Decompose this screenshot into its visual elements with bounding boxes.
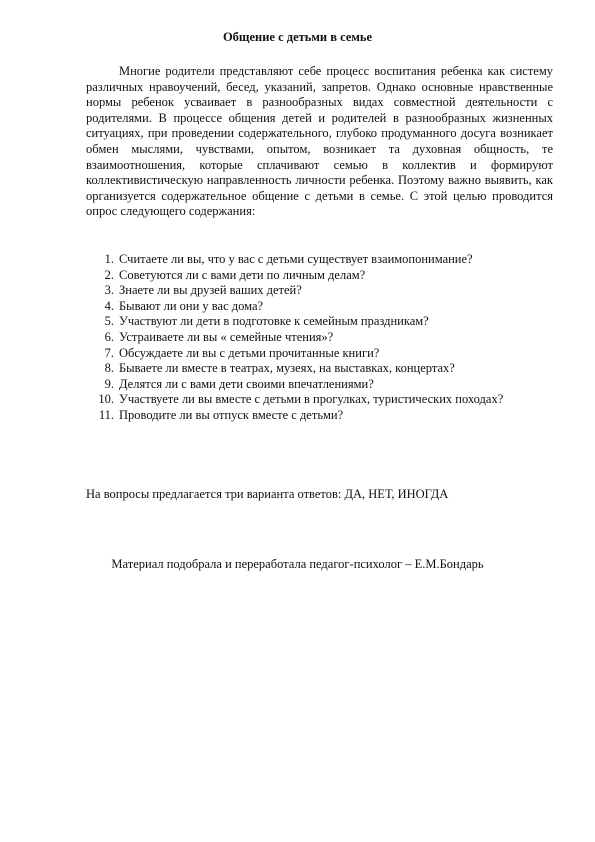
intro-paragraph: Многие родители представляют себе процесс воспитания ребенка как систему различных нравоучений, бесед, указаний, запретов. Однако основные нравственные нормы ребенок усваивает в разнообразных видах совместной деятельности с родителями. В процессе общения детей и родителей в разнообразных жизненных ситуациях, при проведении содержательного, глубоко продуманного досуга возникает обмен мыслями, чувствами, опытом, возникает та духовная общность, те взаимоотношения, которые сплачивают семью в коллектив и формируют коллективистическую направленность личности ребенка. Поэтому важно выявить, как организуется содержательное общение с детьми в семье. С этой целью проводится опрос следующего содержания:	[86, 64, 553, 219]
question-text: Делятся ли с вами дети своими впечатлениями?	[119, 376, 374, 391]
question-text: Знаете ли вы друзей ваших детей?	[119, 283, 302, 298]
question-text: Бываете ли вместе в театрах, музеях, на выставках, концертах?	[119, 361, 455, 376]
question-item	[86, 377, 553, 393]
question-item	[86, 283, 553, 299]
question-item	[86, 361, 553, 377]
question-number: 3.	[104, 283, 114, 298]
question-text: Обсуждаете ли вы с детьми прочитанные книги?	[119, 345, 380, 360]
author-note: Материал подобрала и переработала педагог-психолог – Е.М.Бондарь	[111, 557, 484, 571]
questions-list	[86, 252, 553, 424]
question-number: 4.	[104, 298, 114, 313]
question-number: 9.	[104, 376, 114, 391]
question-item	[86, 408, 553, 424]
question-number: 1.	[104, 252, 114, 266]
question-item	[86, 330, 553, 346]
question-number: 11.	[98, 407, 114, 422]
question-item	[86, 299, 553, 315]
question-number: 6.	[104, 329, 114, 344]
question-text: Бывают ли они у вас дома?	[119, 298, 264, 313]
question-item	[86, 252, 553, 268]
question-item	[86, 392, 553, 408]
question-number: 8.	[104, 361, 114, 376]
question-item	[86, 346, 553, 362]
question-number: 7.	[104, 345, 114, 360]
question-item	[86, 268, 553, 284]
question-text: Участвуют ли дети в подготовке к семейным праздникам?	[119, 314, 429, 329]
question-number: 10.	[98, 392, 114, 407]
question-text: Считаете ли вы, что у вас с детьми существует взаимопонимание?	[119, 252, 473, 266]
question-item	[86, 314, 553, 330]
question-number: 5.	[104, 314, 114, 329]
question-text: Советуются ли с вами дети по личным делам?	[119, 267, 366, 282]
question-text: Проводите ли вы отпуск вместе с детьми?	[119, 407, 344, 422]
question-text: Устраиваете ли вы « семейные чтения»?	[119, 329, 334, 344]
question-number: 2.	[104, 267, 114, 282]
answers-note: На вопросы предлагается три варианта ответов: ДА, НЕТ, ИНОГДА	[86, 487, 449, 501]
question-text: Участвуете ли вы вместе с детьми в прогулках, туристических походах?	[119, 392, 504, 407]
document-title: Общение с детьми в семье	[222, 30, 373, 44]
